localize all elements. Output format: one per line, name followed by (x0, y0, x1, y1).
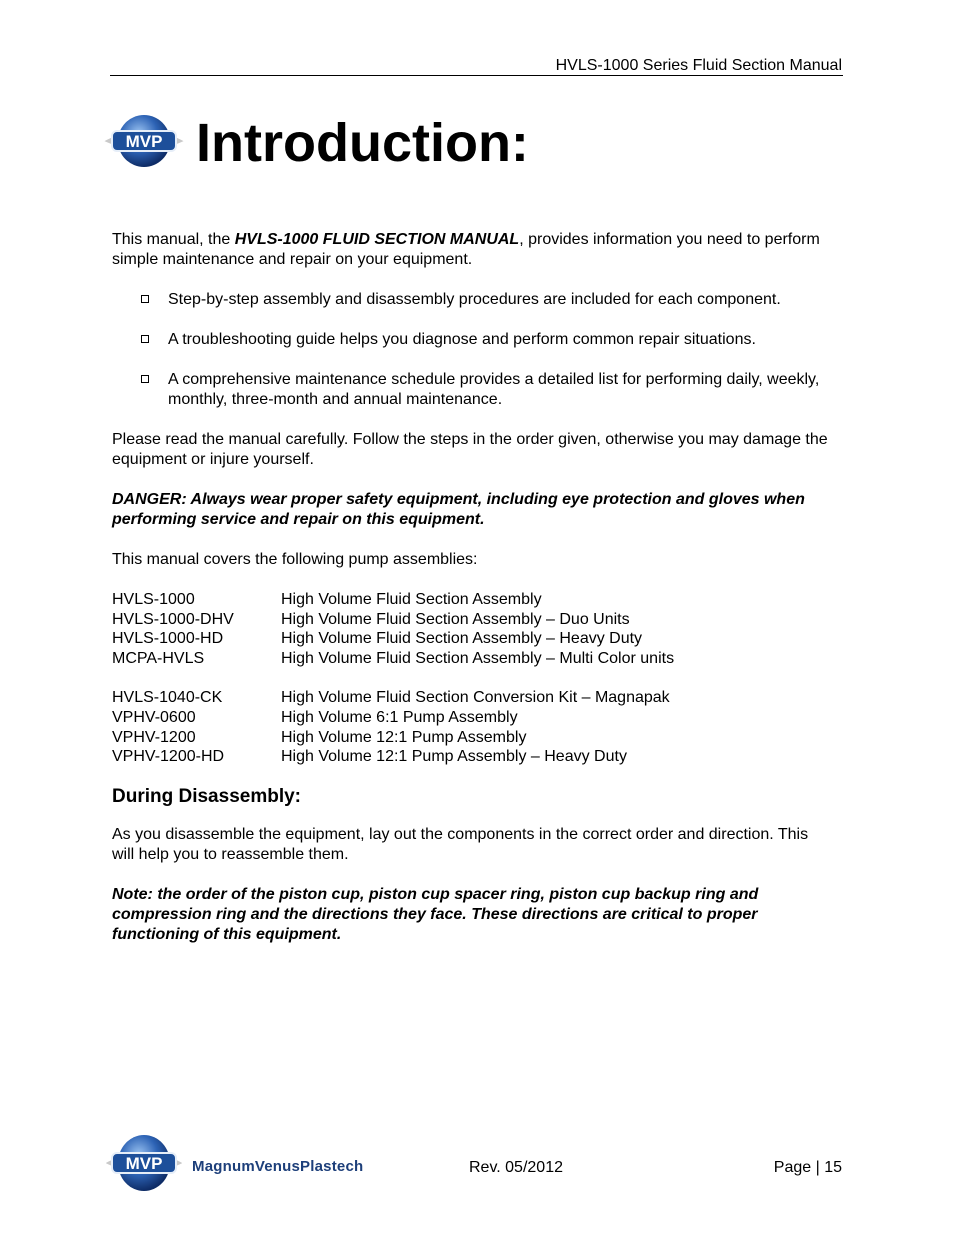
assembly-row: VPHV-0600 High Volume 6:1 Pump Assembly (112, 708, 518, 726)
list-item: A troubleshooting guide helps you diagnose and perform common repair situations. (112, 330, 832, 350)
disassembly-paragraph: As you disassemble the equipment, lay out the components in the correct order and direction. This will help you to reassemble them. (112, 825, 809, 863)
assembly-row: MCPA-HVLS High Volume Fluid Section Assembly – Multi Color units (112, 649, 675, 667)
revision-label: Rev. 05/2012 (469, 1159, 563, 1176)
page-number: Page | 15 (773, 1159, 842, 1176)
manual-name: HVLS-1000 FLUID SECTION MANUAL (234, 231, 520, 248)
section-heading-disassembly: During Disassembly: (112, 785, 301, 807)
intro-paragraph: This manual, the HVLS-1000 FLUID SECTION MANUAL, provides information you need to perform simple maintenance and repair on your equipment. (112, 231, 820, 268)
footer-mvp-logo-icon (106, 1131, 182, 1193)
brand-name: MagnumVenusPlastech (192, 1158, 364, 1175)
read-carefully-paragraph: Please read the manual carefully. Follow the steps in the order given, otherwise you may damage the equipment or injure yourself. (112, 431, 828, 468)
running-header: HVLS-1000 Series Fluid Section Manual (555, 57, 842, 74)
note-paragraph: Note: the order of the piston cup, piston cup spacer ring, piston cup backup ring and compression ring and the directions they face. These directions are critical to proper functioning of this equipment. (112, 885, 759, 943)
checkbox-icon (141, 295, 149, 303)
mvp-logo-icon (104, 111, 184, 169)
feature-list (112, 290, 832, 410)
main-content (112, 230, 832, 945)
logo-text: MVP (125, 132, 163, 151)
checkbox-icon (141, 375, 149, 383)
danger-warning: DANGER: Always wear proper safety equipment, including eye protection and gloves when performing service and repair on this equipment. (112, 491, 805, 528)
page-title: Introduction: (196, 113, 529, 173)
list-item: A comprehensive maintenance schedule provides a detailed list for performing daily, weekly, monthly, three-month and annual maintenance. (112, 370, 832, 410)
assembly-row: HVLS-1000-HD High Volume Fluid Section Assembly – Heavy Duty (112, 630, 643, 648)
assembly-row: HVLS-1000 High Volume Fluid Section Assembly (112, 591, 542, 608)
header-rule (110, 75, 843, 76)
assembly-row: VPHV-1200 High Volume 12:1 Pump Assembly (112, 728, 527, 746)
checkbox-icon (141, 335, 149, 343)
assembly-row: VPHV-1200-HD High Volume 12:1 Pump Assembly – Heavy Duty (112, 748, 627, 766)
assembly-spacer (112, 668, 832, 688)
assembly-row: HVLS-1000-DHV High Volume Fluid Section Assembly – Duo Units (112, 610, 630, 628)
list-item: Step-by-step assembly and disassembly procedures are included for each component. (112, 290, 832, 310)
assembly-row: HVLS-1040-CK High Volume Fluid Section Conversion Kit – Magnapak (112, 689, 670, 707)
assembly-list (112, 590, 832, 767)
covers-intro: This manual covers the following pump assemblies: (112, 551, 478, 568)
footer-logo-text: MVP (125, 1154, 163, 1173)
